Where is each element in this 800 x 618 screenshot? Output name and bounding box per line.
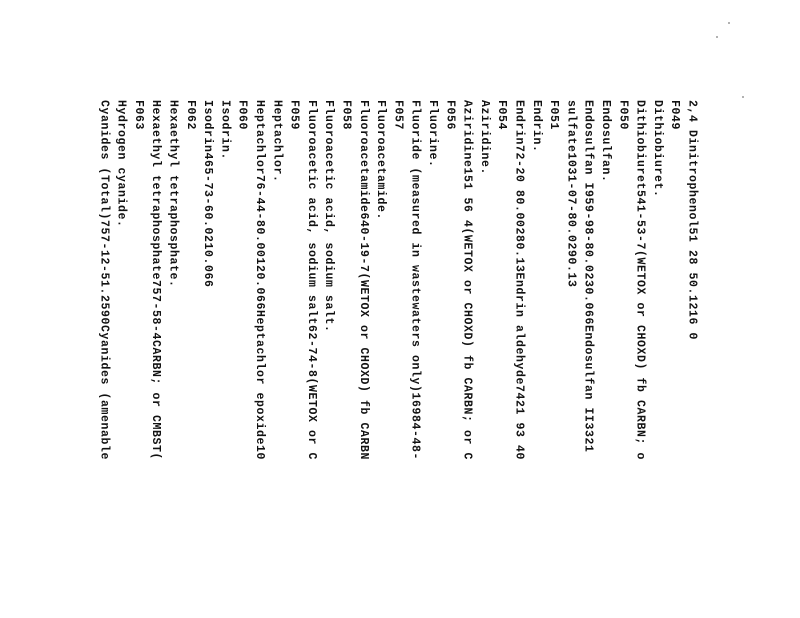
document-line: F058 (339, 100, 353, 131)
document-line: Cyanides (Total)757-12-51.2590Cyanides (amenable (97, 100, 111, 461)
document-line: F056 (443, 100, 457, 131)
document-line: Fluoroacetic acid, sodium salt62-74-8(WETOX or C (304, 100, 318, 461)
document-line: sulfate1031-07-80.0290.13 (564, 100, 578, 288)
document-line: Aziridine151 56 4(WETOX or CHOXD) fb CARBN; or C (460, 100, 474, 461)
scan-speck (742, 96, 744, 98)
document-line: Heptachlor76-44-80.00120.066Heptachlor epoxide10 (253, 100, 266, 461)
document-line: F063 (131, 100, 145, 131)
document-line: Hydrogen cyanide. (114, 100, 128, 228)
document-line: F062 (183, 100, 197, 131)
rotated-text-block (80, 100, 720, 618)
document-line: F050 (616, 100, 630, 131)
document-line: Aziridine. (477, 100, 491, 176)
document-line: F060 (235, 100, 249, 131)
document-line: F049 (668, 100, 682, 131)
document-line: Endosulfan. (599, 100, 612, 183)
document-line: F054 (495, 100, 509, 131)
document-line: Isodrin. (218, 100, 232, 161)
document-line: Fluoroacetic acid, sodium salt. (322, 100, 336, 333)
document-line: Isodrin465-73-60.0210.066 (201, 100, 215, 288)
document-line: 2,4 Dinitrophenol51 28 50.1216 0 (685, 100, 699, 341)
scan-speck (728, 22, 730, 24)
document-line: Heptachlor. (270, 100, 284, 183)
document-line: Hexaethyl tetraphosphate757-58-4CARBN; or CMBST( (149, 100, 163, 461)
document-line: Fluoroacetamide640-19-7(WETOX or CHOXD) fb CARBN (356, 100, 370, 461)
document-line: Dithiobiuret. (650, 100, 664, 198)
document-line: Endrin72-20 80.00280.13Endrin aldehyde7421 93 40 (512, 100, 526, 461)
document-line: Fluoroacetamide. (374, 100, 388, 221)
document-line: Endrin. (529, 100, 543, 153)
scan-speck (716, 36, 718, 38)
document-line: F059 (287, 100, 301, 131)
document-line: Dithiobiuret541-53-7(WETOX or CHOXD) fb CARBN; o (633, 100, 647, 461)
document-line: Fluoride (measured in wastewaters only)16984-48- (408, 100, 422, 461)
document-line: Fluorine. (426, 100, 439, 168)
document-line: F057 (391, 100, 405, 131)
document-line: F051 (547, 100, 561, 131)
document-line: Endosulfan I959-98-80.0230.066Endosulfan II3321 (581, 100, 595, 453)
document-line: Hexaethyl tetraphosphate. (166, 100, 180, 288)
